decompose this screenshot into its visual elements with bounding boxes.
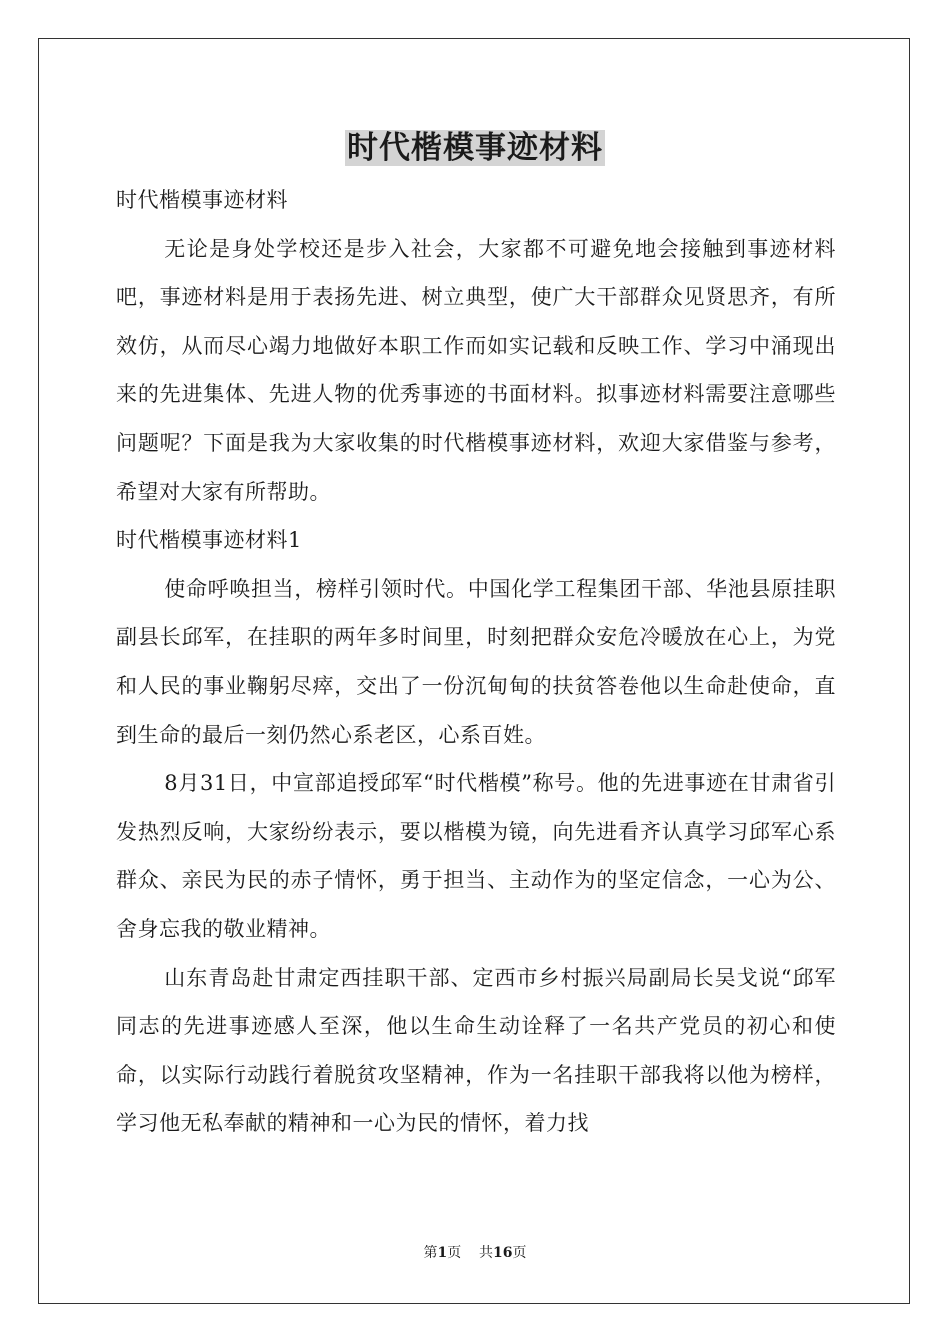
- document-title: [0, 128, 950, 168]
- body-paragraph: 8月31日，中宣部追授邱军“时代楷模”称号。他的先进事迹在甘肃省引发热烈反响，大家纷纷表示，要以楷模为镜，向先进看齐认真学习邱军心系群众、亲民为民的赤子情怀，勇于担当、主动作为的坚定信念，一心为公、舍身忘我的敬业精神。: [116, 771, 836, 941]
- page-total-suffix: 页: [512, 1245, 527, 1261]
- page-number-prefix: 第: [423, 1245, 438, 1261]
- document-body: [116, 176, 836, 1148]
- page-footer: [0, 1244, 950, 1262]
- document-title-text: 时代楷模事迹材料: [347, 130, 603, 166]
- page-number-suffix: 页: [447, 1245, 462, 1261]
- section-heading: 时代楷模事迹材料: [116, 188, 288, 212]
- intro-paragraph: 无论是身处学校还是步入社会，大家都不可避免地会接触到事迹材料吧，事迹材料是用于表扬先进、树立典型，使广大干部群众见贤思齐，有所效仿，从而尽心竭力地做好本职工作而如实记载和反映工作、学习中涌现出来的先进集体、先进人物的优秀事迹的书面材料。拟事迹材料需要注意哪些问题呢？下面是我为大家收集的时代楷模事迹材料，欢迎大家借鉴与参考，希望对大家有所帮助。: [116, 236, 836, 504]
- page-total-count: 16: [493, 1245, 513, 1261]
- page-total-prefix: 共: [479, 1245, 494, 1261]
- body-paragraph: 使命呼唤担当，榜样引领时代。中国化学工程集团干部、华池县原挂职副县长邱军，在挂职的两年多时间里，时刻把群众安危冷暖放在心上，为党和人民的事业鞠躬尽瘁，交出了一份沉甸甸的扶贫答卷他以生命赴使命，直到生命的最后一刻仍然心系老区，心系百姓。: [116, 576, 836, 747]
- body-paragraph: 山东青岛赴甘肃定西挂职干部、定西市乡村振兴局副局长吴戈说“邱军同志的先进事迹感人至深，他以生命生动诠释了一名共产党员的初心和使命，以实际行动践行着脱贫攻坚精神，作为一名挂职干部我将以他为榜样，学习他无私奉献的精神和一心为民的情怀，着力找: [116, 965, 836, 1136]
- page-number-current: 1: [437, 1245, 448, 1261]
- section-heading: 时代楷模事迹材料1: [116, 528, 302, 553]
